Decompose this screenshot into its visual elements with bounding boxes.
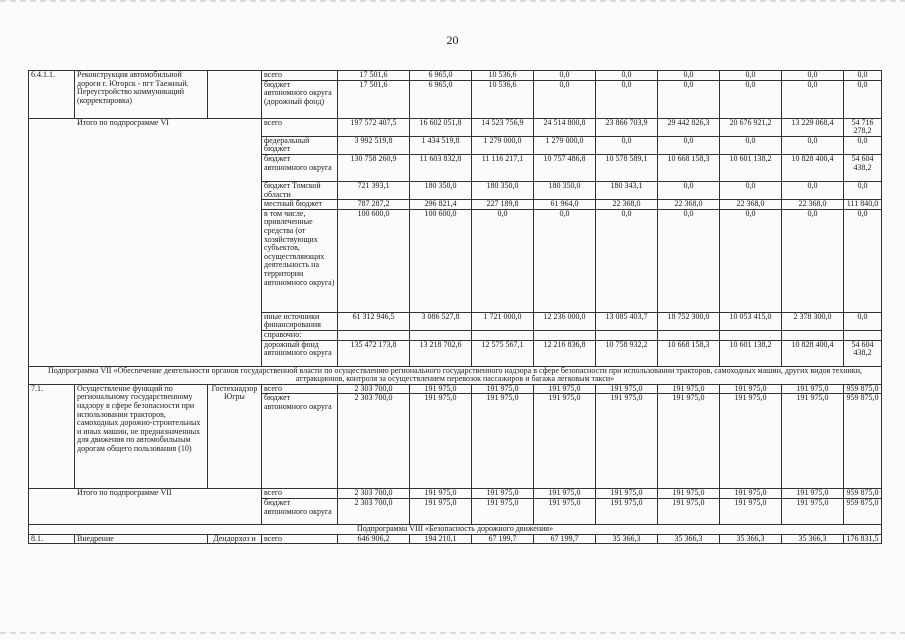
funding-source: всего: [262, 489, 338, 499]
amount-cell: 17 501,6: [338, 71, 410, 81]
amount-cell: 191 975,0: [596, 498, 658, 524]
amount-cell: 23 866 703,9: [596, 118, 658, 136]
amount-cell: 787 287,2: [338, 200, 410, 210]
amount-cell: [844, 330, 882, 340]
amount-cell: 197 572 407,5: [338, 118, 410, 136]
amount-cell: [534, 330, 596, 340]
amount-cell: 0,0: [534, 80, 596, 118]
funding-source: бюджет автономного округа (дорожный фонд): [262, 80, 338, 118]
amount-cell: 191 975,0: [534, 394, 596, 489]
amount-cell: 227 189,8: [472, 200, 534, 210]
amount-cell: 29 442 826,3: [658, 118, 720, 136]
subtotal-name: Итого по подпрограмме VII: [29, 489, 262, 525]
amount-cell: 0,0: [844, 136, 882, 154]
amount-cell: 13 218 702,6: [410, 340, 472, 366]
amount-cell: 191 975,0: [472, 498, 534, 524]
amount-cell: 191 975,0: [782, 498, 844, 524]
item-name: Внедрение: [75, 534, 208, 544]
amount-cell: 61 312 946,5: [338, 312, 410, 330]
subprogram-viii-title: Подпрограмма VIII «Безопасность дорожного движения»: [29, 524, 882, 534]
funding-source: местный бюджет: [262, 200, 338, 210]
amount-cell: 191 975,0: [720, 489, 782, 499]
amount-cell: 11 603 832,8: [410, 154, 472, 181]
amount-cell: 10 758 932,2: [596, 340, 658, 366]
amount-cell: 0,0: [720, 71, 782, 81]
amount-cell: 959 875,0: [844, 384, 882, 394]
amount-cell: 14 523 756,9: [472, 118, 534, 136]
amount-cell: 191 975,0: [410, 498, 472, 524]
amount-cell: 191 975,0: [410, 489, 472, 499]
table-row: [29, 71, 882, 81]
item-number: 6.4.1.1.: [29, 71, 75, 119]
amount-cell: 0,0: [720, 80, 782, 118]
amount-cell: 10 668 158,3: [658, 154, 720, 181]
amount-cell: 191 975,0: [720, 394, 782, 489]
amount-cell: 180 350,0: [472, 181, 534, 199]
amount-cell: 35 366,3: [782, 534, 844, 544]
amount-cell: 191 975,0: [720, 498, 782, 524]
funding-source: иные источники финансирования: [262, 312, 338, 330]
amount-cell: 35 366,3: [596, 534, 658, 544]
amount-cell: 0,0: [720, 136, 782, 154]
amount-cell: 10 536,6: [472, 71, 534, 81]
amount-cell: 13 229 068,4: [782, 118, 844, 136]
amount-cell: 16 602 051,8: [410, 118, 472, 136]
amount-cell: 10 536,6: [472, 80, 534, 118]
amount-cell: 2 303 700,0: [338, 489, 410, 499]
amount-cell: [338, 330, 410, 340]
amount-cell: 0,0: [658, 209, 720, 312]
amount-cell: 191 975,0: [782, 384, 844, 394]
amount-cell: 0,0: [658, 181, 720, 199]
amount-cell: 191 975,0: [472, 394, 534, 489]
amount-cell: 54 716 278,2: [844, 118, 882, 136]
amount-cell: 0,0: [782, 80, 844, 118]
item-number: 8.1.: [29, 534, 75, 544]
amount-cell: [720, 330, 782, 340]
amount-cell: 10 601 138,2: [720, 154, 782, 181]
amount-cell: 646 906,2: [338, 534, 410, 544]
amount-cell: 100 600,0: [410, 209, 472, 312]
funding-source: бюджет Томской области: [262, 181, 338, 199]
amount-cell: 194 210,1: [410, 534, 472, 544]
amount-cell: 191 975,0: [534, 489, 596, 499]
amount-cell: 0,0: [844, 181, 882, 199]
amount-cell: 54 604 438,2: [844, 340, 882, 366]
amount-cell: 18 752 300,0: [658, 312, 720, 330]
amount-cell: 191 975,0: [534, 384, 596, 394]
amount-cell: 191 975,0: [472, 489, 534, 499]
amount-cell: 2 303 700,0: [338, 498, 410, 524]
funding-source: всего: [262, 384, 338, 394]
amount-cell: [596, 330, 658, 340]
amount-cell: 191 975,0: [472, 384, 534, 394]
amount-cell: 12 575 567,1: [472, 340, 534, 366]
amount-cell: 191 975,0: [596, 384, 658, 394]
item-executor: [208, 71, 262, 119]
amount-cell: 1 279 000,0: [534, 136, 596, 154]
table-row: [29, 534, 882, 544]
amount-cell: 191 975,0: [658, 489, 720, 499]
table-row: [29, 118, 882, 136]
amount-cell: 0,0: [658, 71, 720, 81]
amount-cell: 0,0: [720, 181, 782, 199]
amount-cell: 0,0: [596, 209, 658, 312]
amount-cell: 6 965,0: [410, 71, 472, 81]
amount-cell: 0,0: [534, 71, 596, 81]
amount-cell: [782, 330, 844, 340]
amount-cell: [658, 330, 720, 340]
amount-cell: 24 514 800,8: [534, 118, 596, 136]
amount-cell: 0,0: [596, 136, 658, 154]
amount-cell: 191 975,0: [782, 394, 844, 489]
amount-cell: 100 600,0: [338, 209, 410, 312]
amount-cell: 0,0: [658, 80, 720, 118]
amount-cell: 2 303 700,0: [338, 394, 410, 489]
table-row: [29, 384, 882, 394]
subprogram-row: [29, 524, 882, 534]
subtotal-name: Итого по подпрограмме VI: [29, 118, 262, 366]
amount-cell: 130 758 260,9: [338, 154, 410, 181]
amount-cell: 111 840,0: [844, 200, 882, 210]
table-row: [29, 489, 882, 499]
amount-cell: 22 368,0: [596, 200, 658, 210]
amount-cell: 0,0: [844, 312, 882, 330]
amount-cell: 0,0: [844, 209, 882, 312]
amount-cell: 191 975,0: [782, 489, 844, 499]
subprogram-vii-title: Подпрограмма VII «Обеспечение деятельности органов государственной власти по осуществлению регионального государственного надзора в сфере безопасности при использовании тракторов, самоходных машин, других видов техники, аттракционов, контроля за осуществлением перевозок пассажиров и багажа легковым такси»: [29, 366, 882, 384]
funding-source: дорожный фонд автономного округа: [262, 340, 338, 366]
amount-cell: 35 366,3: [720, 534, 782, 544]
amount-cell: 191 975,0: [658, 394, 720, 489]
funding-source: справочно:: [262, 330, 338, 340]
amount-cell: 0,0: [844, 71, 882, 81]
amount-cell: 20 676 921,2: [720, 118, 782, 136]
item-name: Реконструкция автомобильной дороги г. Югорск - пгт Таежный. Переустройство коммуникаций (корректировка): [75, 71, 208, 119]
amount-cell: 191 975,0: [410, 394, 472, 489]
amount-cell: 0,0: [782, 209, 844, 312]
amount-cell: 191 975,0: [410, 384, 472, 394]
amount-cell: 191 975,0: [720, 384, 782, 394]
amount-cell: 0,0: [844, 80, 882, 118]
amount-cell: 2 378 300,0: [782, 312, 844, 330]
amount-cell: 3 086 527,8: [410, 312, 472, 330]
funding-source: всего: [262, 534, 338, 544]
amount-cell: 6 965,0: [410, 80, 472, 118]
amount-cell: 10 668 158,3: [658, 340, 720, 366]
amount-cell: 17 501,6: [338, 80, 410, 118]
amount-cell: 176 831,5: [844, 534, 882, 544]
item-executor: Дендорхоз и: [208, 534, 262, 544]
amount-cell: 13 085 403,7: [596, 312, 658, 330]
funding-source: бюджет автономного округа: [262, 498, 338, 524]
amount-cell: 0,0: [782, 136, 844, 154]
amount-cell: 296 821,4: [410, 200, 472, 210]
amount-cell: 10 828 400,4: [782, 340, 844, 366]
funding-source: всего: [262, 71, 338, 81]
funding-source: бюджет автономного округа: [262, 154, 338, 181]
amount-cell: 12 216 836,8: [534, 340, 596, 366]
amount-cell: 10 601 138,2: [720, 340, 782, 366]
amount-cell: 0,0: [534, 209, 596, 312]
amount-cell: 10 053 415,0: [720, 312, 782, 330]
amount-cell: 67 199,7: [472, 534, 534, 544]
amount-cell: 191 975,0: [596, 394, 658, 489]
amount-cell: 54 604 438,2: [844, 154, 882, 181]
amount-cell: 2 303 700,0: [338, 384, 410, 394]
amount-cell: 959 875,0: [844, 489, 882, 499]
amount-cell: 959 875,0: [844, 498, 882, 524]
amount-cell: 191 975,0: [596, 489, 658, 499]
amount-cell: 0,0: [720, 209, 782, 312]
amount-cell: 0,0: [472, 209, 534, 312]
amount-cell: 22 368,0: [658, 200, 720, 210]
amount-cell: 1 434 519,8: [410, 136, 472, 154]
amount-cell: 1 721 000,0: [472, 312, 534, 330]
amount-cell: 721 393,1: [338, 181, 410, 199]
amount-cell: 0,0: [596, 80, 658, 118]
item-number: 7.1.: [29, 384, 75, 489]
amount-cell: 67 199,7: [534, 534, 596, 544]
funding-source: всего: [262, 118, 338, 136]
scan-bottom-edge: [0, 632, 905, 634]
amount-cell: 22 368,0: [720, 200, 782, 210]
amount-cell: [472, 330, 534, 340]
page-number: 20: [446, 33, 459, 47]
amount-cell: 0,0: [782, 181, 844, 199]
amount-cell: 10 828 400,4: [782, 154, 844, 181]
amount-cell: 180 350,0: [534, 181, 596, 199]
amount-cell: 0,0: [658, 136, 720, 154]
amount-cell: 0,0: [782, 71, 844, 81]
amount-cell: 959 875,0: [844, 394, 882, 489]
amount-cell: 12 236 000,0: [534, 312, 596, 330]
funding-source: в том числе, привлеченные средства (от хозяйствующих субъектов, осуществляющих деятельность на территории автономного округа): [262, 209, 338, 312]
budget-table: [28, 70, 882, 544]
amount-cell: 3 992 519,8: [338, 136, 410, 154]
amount-cell: 35 366,3: [658, 534, 720, 544]
funding-source: бюджет автономного округа: [262, 394, 338, 489]
subprogram-row: [29, 366, 882, 384]
amount-cell: 11 116 217,1: [472, 154, 534, 181]
funding-source: федеральный бюджет: [262, 136, 338, 154]
scan-top-edge: [0, 0, 905, 2]
amount-cell: 191 975,0: [658, 384, 720, 394]
amount-cell: 61 964,0: [534, 200, 596, 210]
amount-cell: 191 975,0: [658, 498, 720, 524]
amount-cell: 10 757 486,8: [534, 154, 596, 181]
amount-cell: [410, 330, 472, 340]
amount-cell: 135 472 173,8: [338, 340, 410, 366]
item-name: Осуществление функций по региональному государственному надзору в сфере безопасности при использовании тракторов, самоходных дорожно-строительных и иных машин, не предназначенных для движения по автомобильным дорогам общего пользования (10): [75, 384, 208, 489]
amount-cell: 10 578 589,1: [596, 154, 658, 181]
amount-cell: 22 368,0: [782, 200, 844, 210]
amount-cell: 180 343,1: [596, 181, 658, 199]
amount-cell: 191 975,0: [534, 498, 596, 524]
amount-cell: 1 279 000,0: [472, 136, 534, 154]
amount-cell: 0,0: [596, 71, 658, 81]
amount-cell: 180 350,0: [410, 181, 472, 199]
item-executor: Гостехнадзор Югры: [208, 384, 262, 489]
